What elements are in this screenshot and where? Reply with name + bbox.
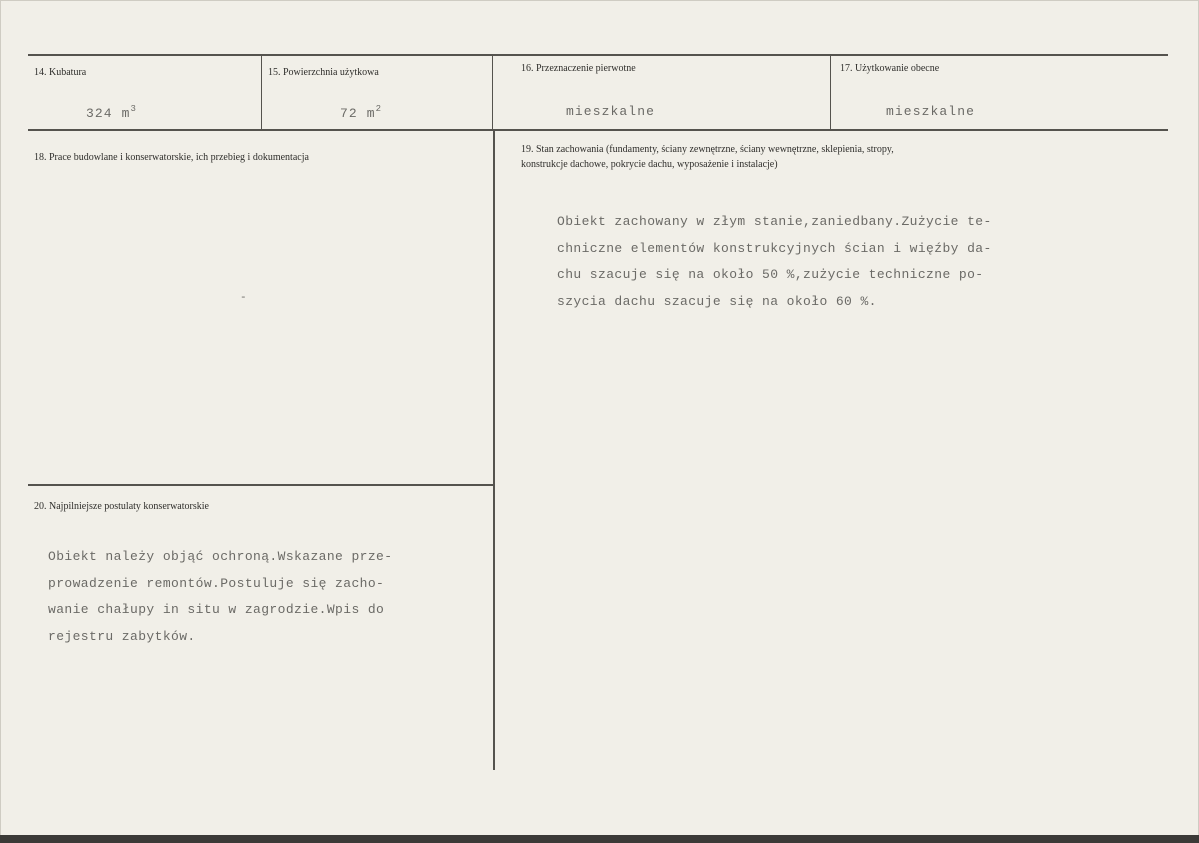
uzytkowanie-value: mieszkalne <box>886 104 976 119</box>
kubatura-value <box>86 104 137 121</box>
kubatura-number: 324 m <box>86 106 131 121</box>
stan-zachowania-text <box>557 209 992 315</box>
postulaty-line: rejestru zabytków. <box>48 628 196 644</box>
row1-bottom-rule <box>28 129 1168 131</box>
top-rule <box>28 54 1168 56</box>
stan-line: Obiekt zachowany w złym stanie,zaniedbany.Zużycie te- <box>557 214 992 229</box>
stan-zachowania-label-line2: konstrukcje dachowe, pokrycie dachu, wyposażenie i instalacje) <box>521 159 778 170</box>
postulaty-label: 20. Najpilniejsze postulaty konserwatorskie <box>34 501 209 512</box>
divider-14-15 <box>261 54 262 129</box>
powierzchnia-value <box>340 104 382 121</box>
postulaty-line: prowadzenie remontów.Postuluje się zacho- <box>48 575 385 591</box>
card-bottom-edge <box>0 835 1199 843</box>
prace-budowlane-label: 18. Prace budowlane i konserwatorskie, ich przebieg i dokumentacja <box>34 152 309 163</box>
prace-budowlane-value: - <box>240 292 247 304</box>
przeznaczenie-label: 16. Przeznaczenie pierwotne <box>521 63 636 74</box>
przeznaczenie-value: mieszkalne <box>566 104 656 119</box>
powierzchnia-number: 72 m <box>340 106 376 121</box>
stan-line: chniczne elementów konstrukcyjnych ścian i więźby da- <box>557 240 992 256</box>
stan-zachowania-label-line1: 19. Stan zachowania (fundamenty, ściany zewnętrzne, ściany wewnętrzne, sklepienia, stropy, <box>521 144 894 155</box>
uzytkowanie-label: 17. Użytkowanie obecne <box>840 63 940 74</box>
postulaty-text <box>48 544 392 650</box>
stan-line: szycia dachu szacuje się na około 60 %. <box>557 293 877 309</box>
left-mid-rule <box>28 484 494 486</box>
main-vertical-divider <box>493 129 495 770</box>
postulaty-line: wanie chałupy in situ w zagrodzie.Wpis do <box>48 602 385 617</box>
powierzchnia-exponent: 2 <box>375 104 383 114</box>
stan-line: chu szacuje się na około 50 %,zużycie techniczne po- <box>557 267 984 282</box>
divider-15-16 <box>492 54 493 129</box>
kubatura-label: 14. Kubatura <box>34 67 87 78</box>
kubatura-exponent: 3 <box>130 104 138 114</box>
powierzchnia-label: 15. Powierzchnia użytkowa <box>268 67 379 78</box>
divider-16-17 <box>830 54 831 129</box>
postulaty-line: Obiekt należy objąć ochroną.Wskazane prze- <box>48 549 393 564</box>
